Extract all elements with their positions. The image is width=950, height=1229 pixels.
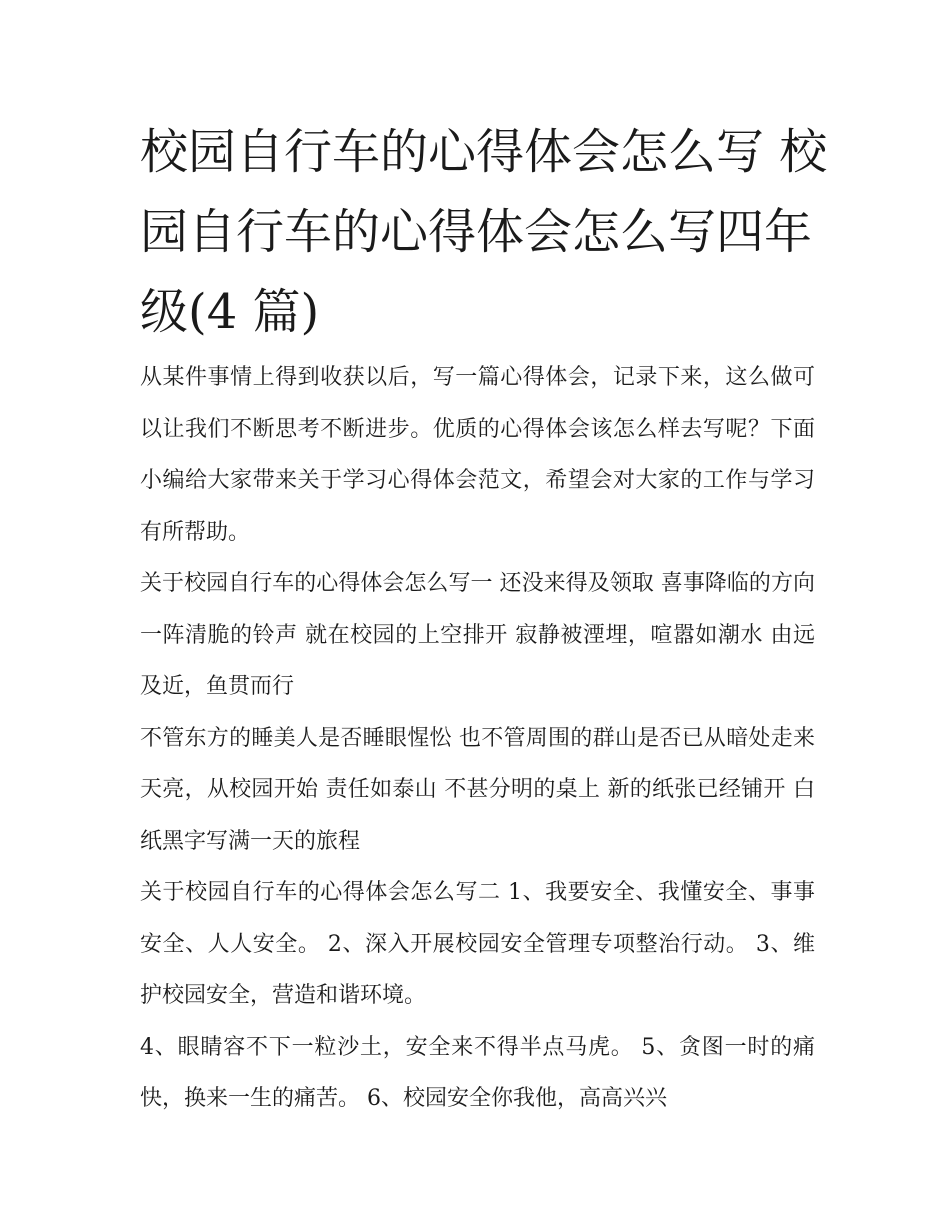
paragraph-4: 4、眼睛容不下一粒沙土，安全来不得半点马虎。 5、贪图一时的痛快，换来一生的痛苦。 6、校园安全你我他，高高兴兴 [140, 1034, 815, 1111]
document-title: 校园自行车的心得体会怎么写 校园自行车的心得体会怎么写四年级(4 篇) [140, 124, 828, 340]
paragraph-intro: 从某件事情上得到收获以后，写一篇心得体会，记录下来，这么做可以让我们不断思考不断进步。优质的心得体会该怎么样去写呢？下面小编给大家带来关于学习心得体会范文，希望会对大家的工作与学习有所帮助。 [140, 365, 815, 545]
paragraph-1: 关于校园自行车的心得体会怎么写一 还没来得及领取 喜事降临的方向 一阵清脆的铃声 就在校园的上空排开 寂静被湮埋，喧嚣如潮水 由远及近，鱼贯而行 [140, 571, 815, 699]
document-body [140, 352, 815, 1125]
paragraph-3: 关于校园自行车的心得体会怎么写二 1、我要安全、我懂安全、事事安全、人人安全。 2、深入开展校园安全管理专项整治行动。 3、维护校园安全，营造和谐环境。 [140, 880, 815, 1008]
paragraph-2: 不管东方的睡美人是否睡眼惺忪 也不管周围的群山是否已从暗处走来 天亮，从校园开始 责任如泰山 不甚分明的桌上 新的纸张已经铺开 白纸黑字写满一天的旅程 [140, 725, 815, 854]
